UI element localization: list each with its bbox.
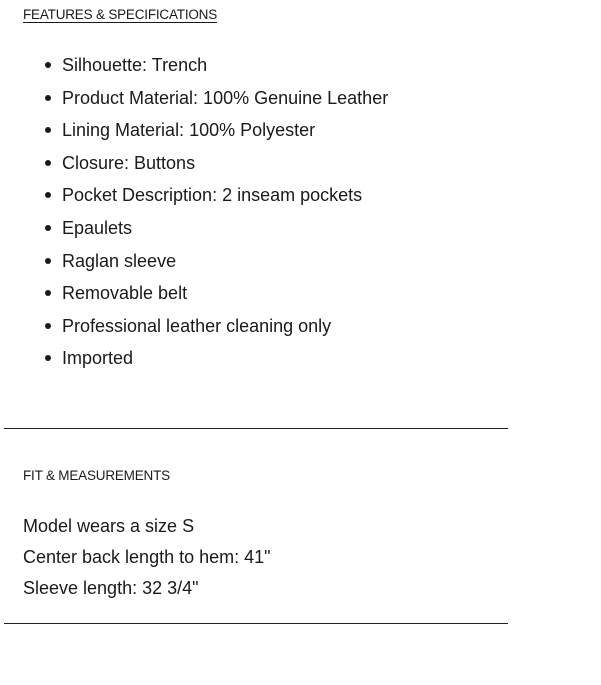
- section-divider: [4, 623, 508, 624]
- bullet-icon: [45, 192, 51, 198]
- features-list: [0, 49, 388, 375]
- list-item: [62, 147, 388, 180]
- bullet-icon: [45, 355, 51, 361]
- list-item: [62, 342, 388, 375]
- bullet-icon: [45, 225, 51, 231]
- list-item: [62, 310, 388, 343]
- bullet-icon: [45, 290, 51, 296]
- list-item-text: Raglan sleeve: [62, 250, 177, 271]
- fit-measurements-details: [23, 511, 271, 604]
- bullet-icon: [45, 323, 51, 329]
- bullet-icon: [45, 258, 51, 264]
- back-length-text: Center back length to hem: 41": [23, 547, 271, 567]
- list-item-text: Removable belt: [62, 283, 188, 304]
- list-item: [62, 114, 388, 147]
- list-item: [62, 212, 388, 245]
- bullet-icon: [45, 160, 51, 166]
- bullet-icon: [45, 95, 51, 101]
- model-size-text: Model wears a size S: [23, 516, 195, 536]
- section-divider: [4, 428, 508, 429]
- list-item: [62, 82, 388, 115]
- list-item-text: Imported: [62, 348, 134, 369]
- fit-measurements-heading: FIT & MEASUREMENTS: [23, 468, 170, 483]
- list-item: [62, 245, 388, 278]
- list-item: [62, 179, 388, 212]
- list-item-text: Closure: Buttons: [62, 152, 196, 173]
- sleeve-length-text: Sleeve length: 32 3/4": [23, 578, 199, 598]
- list-item: [62, 277, 388, 310]
- list-item-text: Product Material: 100% Genuine Leather: [62, 87, 389, 108]
- list-item-text: Epaulets: [62, 217, 133, 238]
- list-item-text: Pocket Description: 2 inseam pockets: [62, 185, 363, 206]
- bullet-icon: [45, 62, 51, 68]
- list-item-text: Lining Material: 100% Polyester: [62, 120, 316, 141]
- bullet-icon: [45, 127, 51, 133]
- list-item-text: Professional leather cleaning only: [62, 315, 332, 336]
- list-item-text: Silhouette: Trench: [62, 55, 208, 75]
- list-item: [62, 49, 388, 82]
- features-specifications-heading[interactable]: FEATURES & SPECIFICATIONS: [23, 7, 218, 22]
